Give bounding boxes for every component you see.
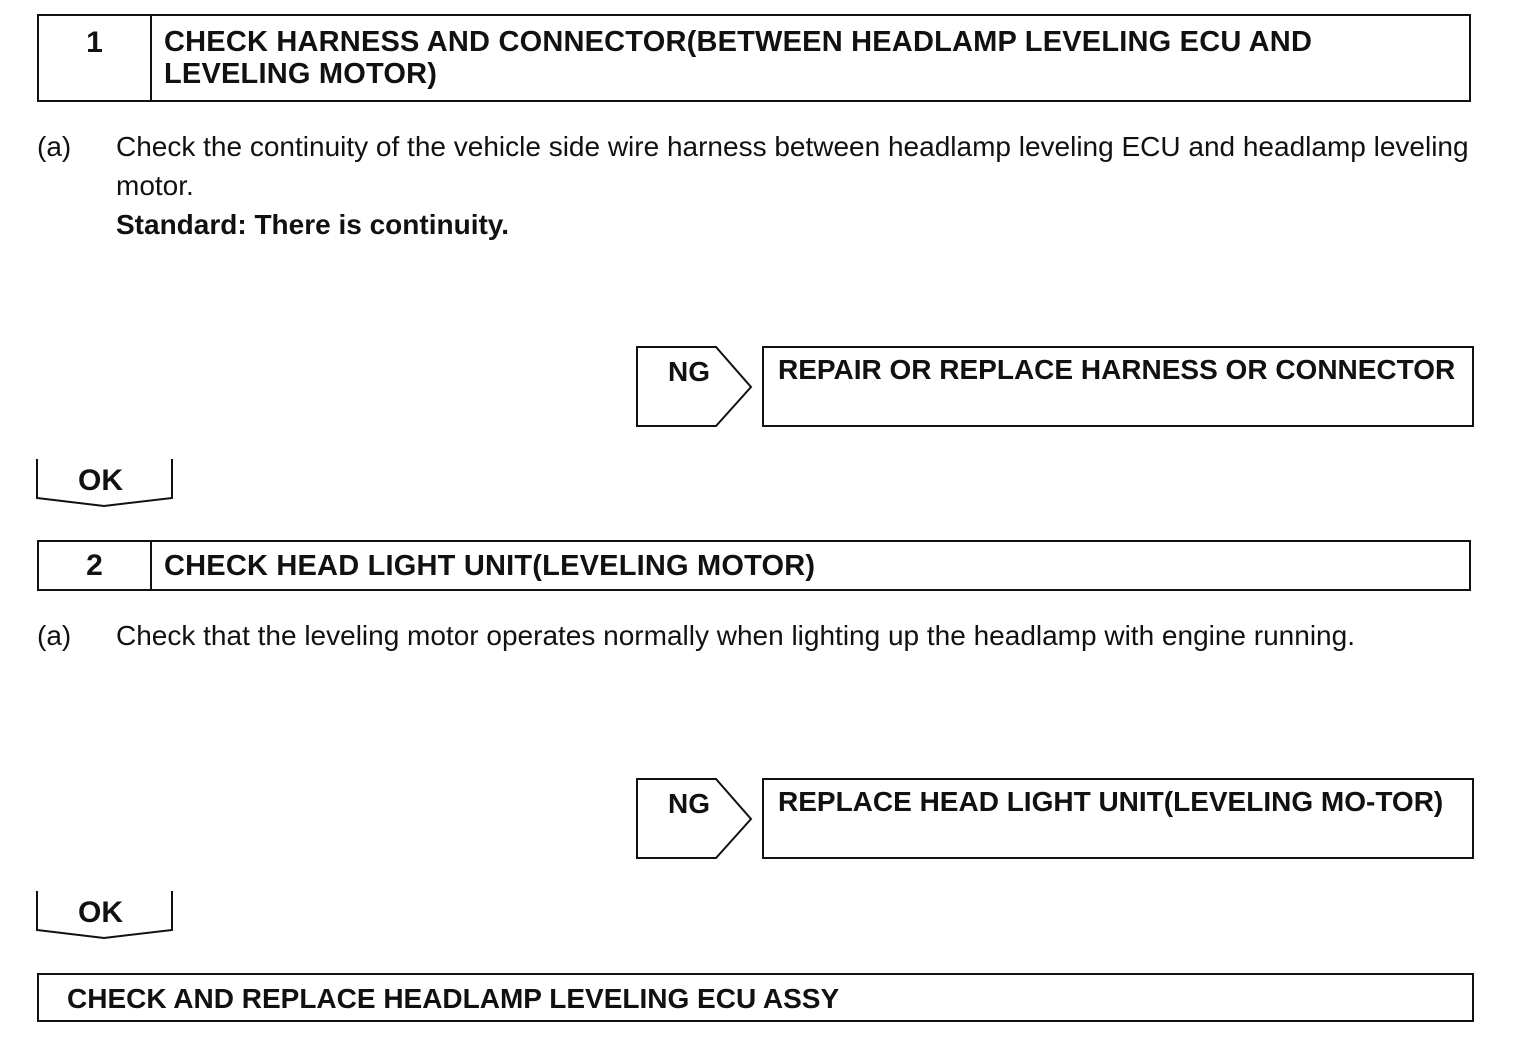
step-2-ng-label: NG [668,788,710,819]
step-1-ng-action: REPAIR OR REPLACE HARNESS OR CONNECTOR [762,346,1474,427]
step-2-title: CHECK HEAD LIGHT UNIT(LEVELING MOTOR) [164,550,816,582]
step-1-header [37,14,1471,102]
step-1-number: 1 [39,16,152,100]
step-1-standard: Standard: There is continuity. [116,209,510,240]
step-1-ng-label: NG [668,356,710,387]
step-2-ng-action: REPLACE HEAD LIGHT UNIT(LEVELING MO-TOR) [762,778,1474,859]
step-2-item-text: Check that the leveling motor operates normally when lighting up the headlamp with engine running. [116,620,1355,651]
step-1-item [37,127,1477,244]
step-1-title: CHECK HARNESS AND CONNECTOR(BETWEEN HEADLAMP LEVELING ECU AND LEVELING MOTOR) [164,26,1313,90]
step-2-item [37,616,1477,655]
step-2-ok-label: OK [78,896,123,929]
step-1-ok-label: OK [78,464,123,497]
step-1-item-text: Check the continuity of the vehicle side wire harness between headlamp leveling ECU and headlamp leveling motor. [116,131,1469,201]
step-2-ok-badge [36,890,174,940]
step-2-number: 2 [39,542,152,589]
step-1-item-label: (a) [37,131,72,162]
step-2-item-label: (a) [37,620,72,651]
step-2-ng-badge [636,778,754,860]
step-1-ng-badge [636,346,754,428]
final-action: CHECK AND REPLACE HEADLAMP LEVELING ECU ASSY [37,973,1474,1022]
step-2-header [37,540,1471,591]
step-1-ok-badge [36,458,174,508]
